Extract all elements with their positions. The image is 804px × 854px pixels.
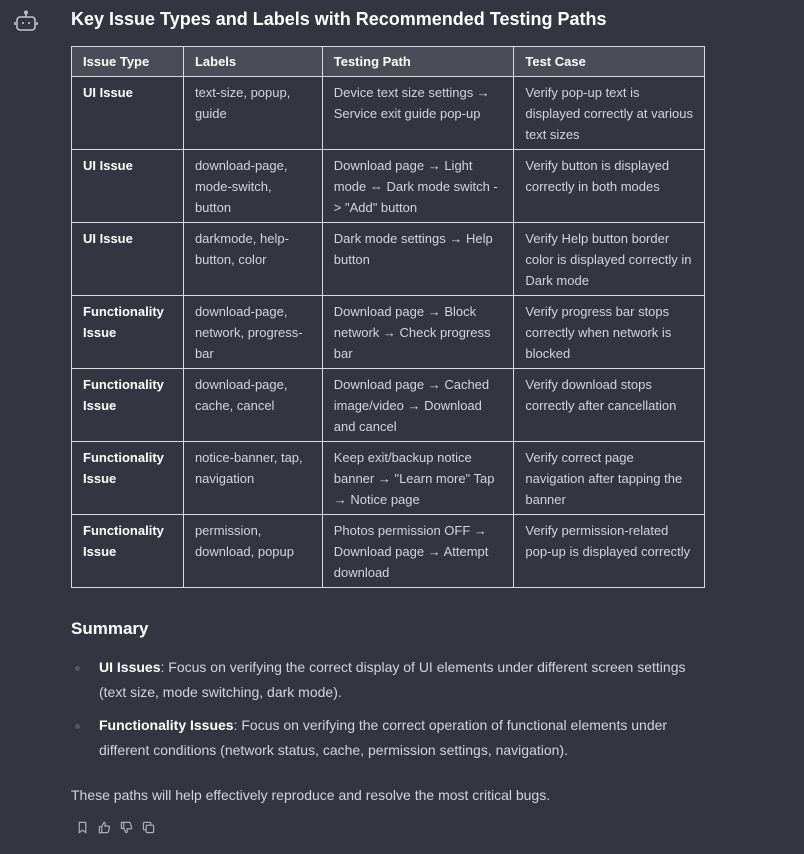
cell-issue-type: Functionality Issue xyxy=(72,442,184,515)
bullet-icon xyxy=(75,724,80,729)
cell-issue-type: UI Issue xyxy=(72,150,184,223)
summary-heading: Summary xyxy=(71,619,149,638)
cell-labels: text-size, popup, guide xyxy=(183,77,322,150)
copy-icon xyxy=(142,821,155,834)
thumbs-down-icon xyxy=(120,821,133,834)
cell-testing-path: Photos permission OFF → Download page → Attempt download xyxy=(322,515,514,588)
cell-test-case: Verify pop-up text is displayed correctly at various text sizes xyxy=(514,77,705,150)
column-header-test-case: Test Case xyxy=(514,47,705,77)
message-heading: Key Issue Types and Labels with Recommended Testing Paths xyxy=(71,9,607,29)
cell-issue-type: Functionality Issue xyxy=(72,515,184,588)
bullet-icon xyxy=(75,666,80,671)
summary-list xyxy=(71,655,701,771)
cell-testing-path: Download page → Block network → Check progress bar xyxy=(322,296,514,369)
cell-labels: download-page, network, progress-bar xyxy=(183,296,322,369)
cell-testing-path: Keep exit/backup notice banner → "Learn more" Tap → Notice page xyxy=(322,442,514,515)
robot-icon xyxy=(13,9,39,35)
cell-test-case: Verify correct page navigation after tapping the banner xyxy=(514,442,705,515)
closing-text: These paths will help effectively reproduce and resolve the most critical bugs. xyxy=(71,787,551,803)
cell-issue-type: Functionality Issue xyxy=(72,296,184,369)
cell-labels: permission, download, popup xyxy=(183,515,322,588)
thumbs-down-button[interactable] xyxy=(117,818,135,836)
cell-labels: download-page, mode-switch, button xyxy=(183,150,322,223)
cell-testing-path: Device text size settings → Service exit guide pop-up xyxy=(322,77,514,150)
cell-testing-path: Dark mode settings → Help button xyxy=(322,223,514,296)
message-actions xyxy=(73,818,157,836)
cell-test-case: Verify download stops correctly after cancellation xyxy=(514,369,705,442)
list-item xyxy=(71,655,701,705)
issue-table xyxy=(71,46,705,588)
cell-labels: darkmode, help-button, color xyxy=(183,223,322,296)
summary-item-label: Functionality Issues xyxy=(99,717,234,733)
cell-test-case: Verify Help button border color is displayed correctly in Dark mode xyxy=(514,223,705,296)
cell-test-case: Verify progress bar stops correctly when network is blocked xyxy=(514,296,705,369)
cell-testing-path: Download page → Light mode ⇔ Dark mode switch -> "Add" button xyxy=(322,150,514,223)
copy-button[interactable] xyxy=(139,818,157,836)
cell-issue-type: UI Issue xyxy=(72,77,184,150)
table-row xyxy=(72,150,705,223)
thumbs-up-button[interactable] xyxy=(95,818,113,836)
cell-labels: notice-banner, tap, navigation xyxy=(183,442,322,515)
bookmark-icon xyxy=(76,821,89,834)
summary-item-label: UI Issues xyxy=(99,659,161,675)
table-row xyxy=(72,442,705,515)
assistant-avatar xyxy=(13,9,39,35)
list-item xyxy=(71,713,701,763)
cell-labels: download-page, cache, cancel xyxy=(183,369,322,442)
cell-testing-path: Download page → Cached image/video → Download and cancel xyxy=(322,369,514,442)
column-header-testing-path: Testing Path xyxy=(322,47,514,77)
table-row xyxy=(72,77,705,150)
column-header-issue-type: Issue Type xyxy=(72,47,184,77)
summary-item-text: : Focus on verifying the correct operation of functional elements under different conditions (network status, cache, permission settings, navigation). xyxy=(99,717,668,758)
table-header-row xyxy=(72,47,705,77)
column-header-labels: Labels xyxy=(183,47,322,77)
table-row xyxy=(72,515,705,588)
cell-test-case: Verify permission-related pop-up is displayed correctly xyxy=(514,515,705,588)
summary-item-text: : Focus on verifying the correct display of UI elements under different screen settings (text size, mode switching, dark mode). xyxy=(99,659,686,700)
table-row xyxy=(72,296,705,369)
table-row xyxy=(72,369,705,442)
cell-test-case: Verify button is displayed correctly in both modes xyxy=(514,150,705,223)
thumbs-up-icon xyxy=(98,821,111,834)
table-row xyxy=(72,223,705,296)
bookmark-button[interactable] xyxy=(73,818,91,836)
cell-issue-type: Functionality Issue xyxy=(72,369,184,442)
cell-issue-type: UI Issue xyxy=(72,223,184,296)
